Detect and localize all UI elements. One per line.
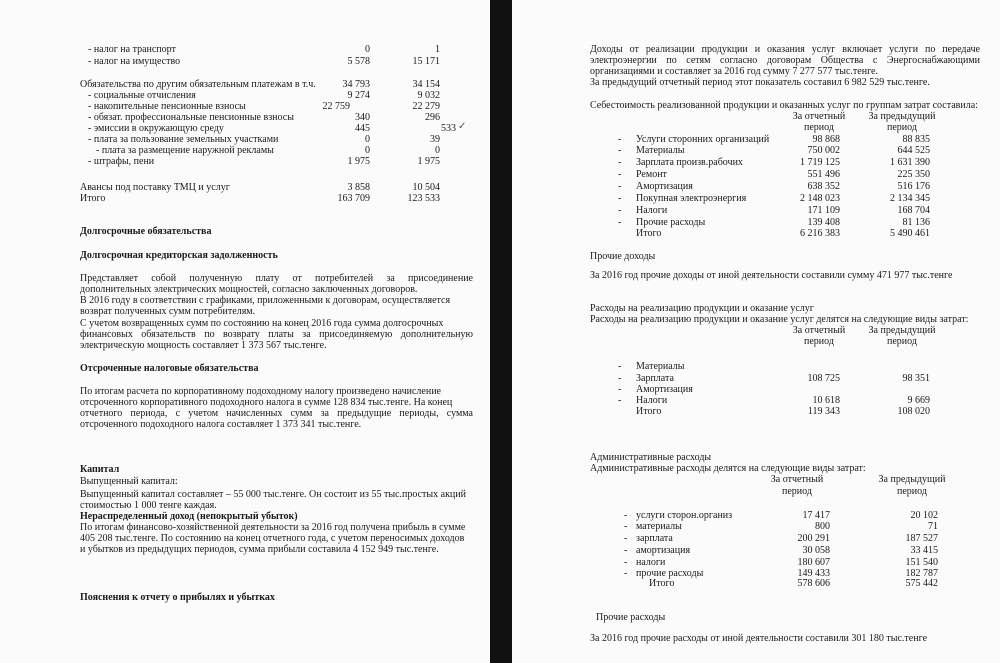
obligation-item-label: - эмиссии в окружающую среду: [88, 123, 224, 134]
capital-line: Выпущенный капитал:: [80, 476, 178, 487]
paragraph-line: По итогам финансово-хозяйственной деятельности за 2016 год получена прибыль в сумме: [80, 522, 466, 533]
obligation-item-label: - плата за размещение наружной рекламы: [96, 145, 274, 156]
cost-row-previous: 168 704: [897, 205, 930, 216]
paragraph-line: Представляет собой полученную плату от потребителей за присоединение: [80, 273, 473, 284]
cost-row-previous: 81 136: [902, 217, 930, 228]
table-row-dash: -: [618, 145, 622, 156]
paragraph-line: 405 208 тыс.тенге. По состоянию на конец отчетного года, с учетом переносимых доходов: [80, 533, 465, 544]
obligation-item-previous: 0: [435, 145, 440, 156]
cost-row-previous: 516 176: [897, 181, 930, 192]
row-label: - налог на имущество: [88, 56, 181, 67]
obligation-item-current: 0: [365, 134, 370, 145]
obligation-item-previous: 9 032: [417, 90, 440, 101]
obligation-item-label: - обязат. профессиональные пенсионные взносы: [88, 112, 294, 123]
other-expenses-text: За 2016 год прочие расходы от иной деятельности составили 301 180 тыс.тенге: [590, 633, 928, 644]
sales-row-label: Материалы: [636, 361, 685, 372]
obligation-item-previous: 1 975: [417, 156, 440, 167]
table-row-dash: -: [618, 134, 622, 145]
table-row-dash: -: [618, 373, 622, 384]
cost-row-label: Материалы: [636, 145, 685, 156]
table-row-dash: -: [618, 384, 622, 395]
obligations-current: 34 793: [342, 79, 370, 90]
cost-row-label: Покупная электроэнергия: [636, 193, 747, 204]
cost-row-current: 1 719 125: [800, 157, 840, 168]
col-header-previous: За предыдущий: [868, 325, 936, 336]
paragraph-line: отсроченного корпоративного подоходного налога в сумме 128 834 тыс.тенге. На конец: [80, 397, 453, 408]
cost-total-current: 6 216 383: [800, 228, 840, 239]
obligations-previous: 34 154: [412, 79, 440, 90]
cost-row-current: 2 148 023: [800, 193, 840, 204]
table-row-dash: -: [618, 193, 622, 204]
paragraph-line: и убытков из предыдущих периодов, сумма прибыли составила 4 152 949 тыс.тенге.: [80, 544, 439, 555]
table-row-dash: -: [618, 157, 622, 168]
col-header-previous: период: [887, 336, 917, 347]
col-header-current: период: [804, 122, 834, 133]
obligation-item-label: - плата за пользование земельных участками: [88, 134, 279, 145]
right-page: [512, 0, 1000, 663]
row-value-previous: 1: [435, 44, 440, 55]
cost-row-current: 551 496: [807, 169, 840, 180]
table-row-dash: -: [624, 521, 628, 532]
sales-expenses-subtitle: Расходы на реализацию продукции и оказание услуг делятся на следующие виды затрат:: [590, 314, 969, 325]
cost-row-label: Прочие расходы: [636, 217, 706, 228]
obligation-item-current: 445: [355, 123, 370, 134]
total-current: 163 709: [337, 193, 370, 204]
table-row-dash: -: [618, 169, 622, 180]
paragraph-line: С учетом возвращенных сумм по состоянию на конец 2016 года сумма долгосрочных: [80, 318, 444, 329]
other-income-text: За 2016 год прочие доходы от иной деятельности составили сумму 471 977 тыс.тенге: [590, 270, 953, 281]
obligation-item-previous: 533: [441, 123, 456, 134]
advances-previous: 10 504: [412, 182, 440, 193]
table-row-dash: -: [624, 510, 628, 521]
sales-row-label: Зарплата: [636, 373, 674, 384]
col-header-current: За отчетный: [770, 474, 824, 485]
sales-row-label: Амортизация: [636, 384, 693, 395]
sales-expenses-heading: Расходы на реализацию продукции и оказание услуг: [590, 303, 814, 314]
admin-row-label: налоги: [636, 557, 666, 568]
sales-total-current: 119 343: [807, 406, 840, 417]
obligation-item-current: 22 759: [322, 101, 350, 112]
cost-row-current: 171 109: [807, 205, 840, 216]
paragraph-line: отсроченного подоходного налога составляет 1 373 341 тыс.тенге.: [80, 419, 362, 430]
other-income-heading: Прочие доходы: [590, 251, 656, 262]
sales-total-previous: 108 020: [897, 406, 930, 417]
other-expenses-heading: Прочие расходы: [596, 612, 666, 623]
admin-row-previous: 187 527: [905, 533, 938, 544]
left-page: [0, 0, 490, 663]
col-header-current: период: [804, 336, 834, 347]
paragraph-line: По итогам расчета по корпоративному подоходному налогу произведено начисление: [80, 386, 441, 397]
obligation-item-previous: 296: [425, 112, 440, 123]
cost-row-current: 750 002: [807, 145, 840, 156]
cost-row-current: 638 352: [807, 181, 840, 192]
admin-row-label: материалы: [636, 521, 682, 532]
row-value-current: 0: [365, 44, 370, 55]
admin-row-label: прочие расходы: [636, 568, 704, 579]
capital-line: Выпущенный капитал составляет – 55 000 тыс.тенге. Он состоит из 55 тыс.простых акций: [80, 489, 466, 500]
admin-row-current: 180 607: [797, 557, 830, 568]
cost-row-label: Налоги: [636, 205, 668, 216]
obligation-item-current: 340: [355, 112, 370, 123]
admin-row-current: 17 417: [802, 510, 830, 521]
admin-row-previous: 33 415: [910, 545, 938, 556]
col-header-previous: период: [887, 122, 917, 133]
admin-total-previous: 575 442: [905, 578, 938, 589]
admin-row-label: зарплата: [636, 533, 673, 544]
cost-row-label: Ремонт: [636, 169, 667, 180]
cost-row-previous: 2 134 345: [890, 193, 930, 204]
cost-row-previous: 1 631 390: [890, 157, 930, 168]
cost-row-label: Амортизация: [636, 181, 693, 192]
obligation-item-label: - штрафы, пени: [88, 156, 155, 167]
admin-row-current: 149 433: [797, 568, 830, 579]
sales-row-previous: 9 669: [907, 395, 930, 406]
heading-income-notes: Пояснения к отчету о прибылях и убытках: [80, 592, 275, 603]
cost-row-label: Зарплата произв.рабочих: [636, 157, 743, 168]
col-header-current: За отчетный: [792, 325, 846, 336]
cost-total-previous: 5 490 461: [890, 228, 930, 239]
handwritten-check-mark-icon: ✓: [458, 121, 467, 132]
table-row-dash: -: [624, 545, 628, 556]
admin-total-current: 578 606: [797, 578, 830, 589]
paragraph-line: финансовых обязательств по возврату платы за присоединяемую дополнительную: [80, 329, 473, 340]
paragraph-line: электрическую мощность составляет 1 373 567 тыс.тенге.: [80, 340, 327, 351]
heading-deferred-tax: Отсроченные налоговые обязательства: [80, 363, 259, 374]
table-row-dash: -: [618, 361, 622, 372]
admin-row-label: амортизация: [636, 545, 691, 556]
cost-row-current: 98 868: [812, 134, 840, 145]
obligations-label: Обязательства по другим обязательным платежам в т.ч.: [80, 79, 316, 90]
sales-row-current: 108 725: [807, 373, 840, 384]
row-value-current: 5 578: [347, 56, 370, 67]
admin-total-label: Итого: [649, 578, 675, 589]
row-label: - налог на транспорт: [88, 44, 176, 55]
sales-row-previous: 98 351: [902, 373, 930, 384]
total-label: Итого: [80, 193, 106, 204]
admin-row-previous: 20 102: [910, 510, 938, 521]
row-value-previous: 15 171: [412, 56, 440, 67]
admin-row-previous: 151 540: [905, 557, 938, 568]
col-header-previous: период: [897, 486, 927, 497]
obligation-item-current: 0: [365, 145, 370, 156]
table-row-dash: -: [618, 395, 622, 406]
sales-row-label: Налоги: [636, 395, 668, 406]
table-row-dash: -: [624, 533, 628, 544]
table-row-dash: -: [618, 181, 622, 192]
sales-total-label: Итого: [636, 406, 662, 417]
admin-row-label: услуги сторон.организ: [636, 510, 733, 521]
heading-long-term-payable: Долгосрочная кредиторская задолженность: [80, 250, 278, 261]
admin-row-previous: 182 787: [905, 568, 938, 579]
obligation-item-current: 9 274: [347, 90, 370, 101]
intro-line: электроэнергии по сетям согласно договорам Общества с Энергоснабжающими: [590, 55, 980, 66]
table-row-dash: -: [618, 205, 622, 216]
advances-current: 3 858: [347, 182, 370, 193]
col-header-current: период: [782, 486, 812, 497]
cost-total-label: Итого: [636, 228, 662, 239]
col-header-previous: За предыдущий: [878, 474, 946, 485]
total-previous: 123 533: [407, 193, 440, 204]
paragraph-line: отчетного периода, с учетом начисленных сумм за предыдущие периоды, сумма: [80, 408, 473, 419]
intro-line: Доходы от реализации продукции и оказания услуг включает услуги по передаче: [590, 44, 980, 55]
obligation-item-current: 1 975: [347, 156, 370, 167]
admin-expenses-heading: Административные расходы: [590, 452, 712, 463]
cost-row-current: 139 408: [807, 217, 840, 228]
admin-row-previous: 71: [928, 521, 938, 532]
obligation-item-label: - социальные отчисления: [88, 90, 196, 101]
cost-row-previous: 225 350: [897, 169, 930, 180]
cost-row-previous: 88 835: [902, 134, 930, 145]
obligation-item-previous: 39: [430, 134, 440, 145]
sales-row-current: 10 618: [812, 395, 840, 406]
admin-row-current: 30 058: [802, 545, 830, 556]
table-row-dash: -: [624, 557, 628, 568]
intro-line: организациями и составляет за 2016 год сумму 7 277 577 тыс.тенге.: [590, 66, 878, 77]
paragraph-line: возврат полученных сумм потребителям.: [80, 306, 256, 317]
cost-row-label: Услуги сторонних организаций: [636, 134, 770, 145]
col-header-current: За отчетный: [792, 111, 846, 122]
admin-row-current: 800: [815, 521, 830, 532]
cost-title: Себестоимость реализованной продукции и оказанных услуг по группам затрат составила:: [590, 100, 978, 111]
intro-line: За предыдущий отчетный период этот показатель составил 6 982 529 тыс.тенге.: [590, 77, 930, 88]
advances-label: Авансы под поставку ТМЦ и услуг: [80, 182, 230, 193]
heading-long-term: Долгосрочные обязательства: [80, 226, 212, 237]
heading-retained-earnings: Нераспределенный доход (непокрытый убыток): [80, 511, 298, 522]
cost-row-previous: 644 525: [897, 145, 930, 156]
table-row-dash: -: [618, 217, 622, 228]
admin-row-current: 200 291: [797, 533, 830, 544]
paragraph-line: В 2016 году в соответствии с графиками, приложенными к договорам, осуществляется: [80, 295, 451, 306]
obligation-item-label: - накопительные пенсионные взносы: [88, 101, 246, 112]
col-header-previous: За предыдущий: [868, 111, 936, 122]
table-row-dash: -: [624, 568, 628, 579]
heading-capital: Капитал: [80, 464, 120, 475]
obligation-item-previous: 22 279: [412, 101, 440, 112]
capital-line: стоимостью 1 000 тенге каждая.: [80, 500, 217, 511]
paragraph-line: дополнительных электрических мощностей, согласно заключенных договоров.: [80, 284, 418, 295]
admin-expenses-subtitle: Административные расходы делятся на следующие виды затрат:: [590, 463, 866, 474]
